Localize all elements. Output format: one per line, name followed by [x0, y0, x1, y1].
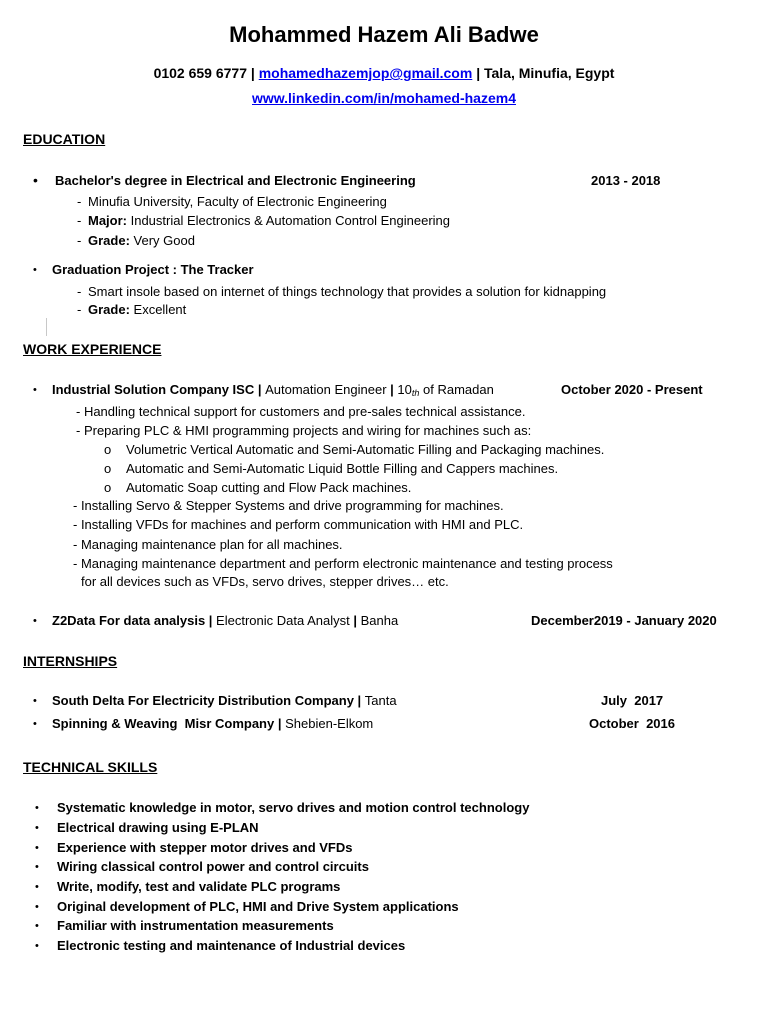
job1-duty: - Handling technical support for customers and pre-sales technical assistance.	[76, 404, 526, 419]
separator: |	[205, 613, 217, 628]
margin-mark	[46, 318, 47, 336]
circle-bullet-icon: o	[104, 442, 112, 457]
separator: |	[250, 65, 255, 81]
bullet-icon: •	[35, 842, 39, 854]
job1-machine-item: Automatic and Semi-Automatic Liquid Bottle Filling and Cappers machines.	[126, 461, 559, 476]
skill-item: Familiar with instrumentation measurements	[57, 918, 334, 933]
internship1-company: South Delta For Electricity Distribution Company	[52, 693, 354, 708]
separator: |	[353, 693, 365, 708]
job1-company: Industrial Solution Company ISC	[52, 382, 255, 397]
internships-heading: INTERNSHIPS	[23, 653, 118, 669]
job2-title	[52, 613, 398, 629]
job1-location-suffix: th	[411, 388, 420, 398]
bullet-icon: •	[33, 695, 37, 707]
circle-bullet-icon: o	[104, 480, 112, 495]
bullet-icon: •	[35, 901, 39, 913]
bullet-icon: •	[35, 940, 39, 952]
bullet-icon: •	[33, 718, 37, 730]
internship1-date: July 2017	[601, 693, 664, 708]
skill-item: Systematic knowledge in motor, servo drives and motion control technology	[57, 800, 530, 815]
dash-icon: -	[77, 213, 82, 228]
project-grade	[88, 302, 186, 318]
bullet-icon: •	[33, 615, 37, 627]
project-title: Graduation Project : The Tracker	[52, 262, 254, 277]
separator: |	[349, 613, 361, 628]
resume-name: Mohammed Hazem Ali Badwe	[229, 22, 539, 47]
job2-location: Banha	[360, 613, 399, 628]
degree-title: Bachelor's degree in Electrical and Electronic Engineering	[55, 173, 416, 188]
degree-date: 2013 - 2018	[591, 173, 661, 188]
bullet-icon: •	[35, 861, 39, 873]
job1-machine-item: Volumetric Vertical Automatic and Semi-Automatic Filling and Packaging machines.	[126, 442, 605, 457]
bullet-icon: •	[35, 920, 39, 932]
major-value: Industrial Electronics & Automation Control Engineering	[127, 213, 451, 228]
internship1-title	[52, 693, 397, 709]
job1-role: Automation Engineer	[265, 382, 387, 397]
bullet-icon: •	[35, 822, 39, 834]
internship2-title	[52, 716, 373, 732]
skill-item: Electronic testing and maintenance of Industrial devices	[57, 938, 406, 953]
job1-duty-continued: for all devices such as VFDs, servo drives, stepper drives… etc.	[81, 574, 449, 589]
bullet-icon: •	[33, 264, 37, 276]
skill-item: Electrical drawing using E-PLAN	[57, 820, 259, 835]
skill-item: Original development of PLC, HMI and Drive System applications	[57, 899, 459, 914]
project-description: Smart insole based on internet of things technology that provides a solution for kidnapping	[88, 284, 607, 299]
job1-machine-item: Automatic Soap cutting and Flow Pack machines.	[126, 480, 412, 495]
contact-line	[0, 65, 768, 81]
education-heading: EDUCATION	[23, 131, 106, 147]
job1-duty: - Installing VFDs for machines and perform communication with HMI and PLC.	[73, 517, 524, 532]
job1-location-number: 10	[397, 382, 412, 397]
internship2-date: October 2016	[589, 716, 675, 731]
separator: |	[274, 716, 286, 731]
separator: |	[386, 382, 398, 397]
bullet-icon: •	[35, 802, 39, 814]
separator: |	[476, 65, 481, 81]
degree-major	[88, 213, 450, 229]
dash-icon: -	[77, 233, 82, 248]
grade-label: Grade:	[88, 233, 130, 248]
job2-date: December2019 - January 2020	[531, 613, 717, 628]
job1-duty: - Installing Servo & Stepper Systems and drive programming for machines.	[73, 498, 504, 513]
dash-icon: -	[77, 302, 82, 317]
linkedin-link[interactable]: www.linkedin.com/in/mohamed-hazem4	[252, 90, 516, 106]
job1-duty: - Managing maintenance department and perform electronic maintenance and testing process	[73, 556, 613, 571]
location: Tala, Minufia, Egypt	[484, 65, 615, 81]
linkedin-line	[0, 90, 768, 106]
job1-location-rest: of Ramadan	[419, 382, 494, 397]
job1-date: October 2020 - Present	[561, 382, 703, 397]
internship2-company: Spinning & Weaving Misr Company	[52, 716, 275, 731]
job1-duty: - Preparing PLC & HMI programming projects and wiring for machines such as:	[76, 423, 532, 438]
degree-university: Minufia University, Faculty of Electronic Engineering	[88, 194, 387, 209]
bullet-icon: •	[35, 881, 39, 893]
separator: |	[254, 382, 266, 397]
skill-item: Write, modify, test and validate PLC programs	[57, 879, 341, 894]
skill-item: Experience with stepper motor drives and VFDs	[57, 840, 353, 855]
bullet-icon: •	[33, 384, 37, 396]
job1-duty: - Managing maintenance plan for all machines.	[73, 537, 343, 552]
phone-number: 0102 659 6777	[153, 65, 247, 81]
internship2-location: Shebien-Elkom	[285, 716, 374, 731]
major-label: Major:	[88, 213, 127, 228]
job2-company: Z2Data For data analysis	[52, 613, 206, 628]
bullet-icon: •	[33, 172, 38, 188]
degree-grade	[88, 233, 195, 249]
internship1-location: Tanta	[364, 693, 397, 708]
circle-bullet-icon: o	[104, 461, 112, 476]
job1-title	[52, 382, 494, 401]
grade-value: Excellent	[129, 302, 187, 317]
work-experience-heading: WORK EXPERIENCE	[23, 341, 162, 357]
technical-skills-heading: TECHNICAL SKILLS	[23, 759, 158, 775]
grade-value: Very Good	[129, 233, 195, 248]
email-link[interactable]: mohamedhazemjop@gmail.com	[258, 65, 473, 81]
job2-role: Electronic Data Analyst	[216, 613, 350, 628]
job1-location	[397, 382, 493, 397]
dash-icon: -	[77, 284, 82, 299]
skill-item: Wiring classical control power and control circuits	[57, 859, 369, 874]
dash-icon: -	[77, 194, 82, 209]
grade-label: Grade:	[88, 302, 130, 317]
